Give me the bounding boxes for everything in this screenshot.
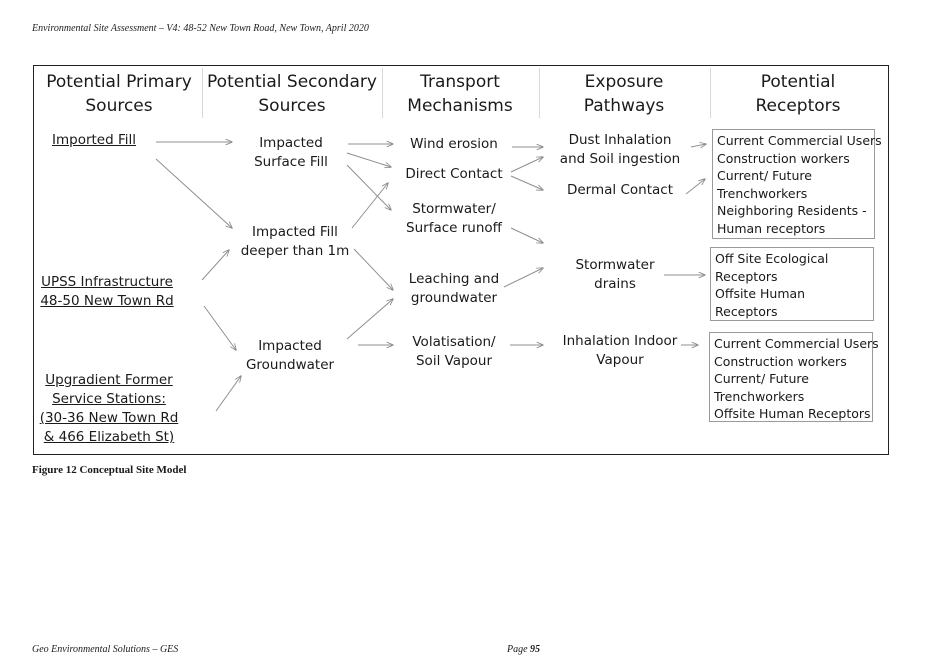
pathway-stormwater-drains xyxy=(550,256,680,294)
page-label: Page xyxy=(507,644,528,655)
node-line: Volatisation/ xyxy=(412,334,496,350)
footer-company: Geo Environmental Solutions – GES xyxy=(32,644,179,655)
node-line: Impacted Fill xyxy=(252,224,338,240)
receptor-line: Current/ Future xyxy=(714,371,809,387)
column-header-line: Potential Secondary xyxy=(207,72,377,92)
column-header-line: Potential xyxy=(760,72,836,92)
receptor-line: Construction workers xyxy=(717,150,850,166)
node-line: Vapour xyxy=(596,352,644,368)
primary-source-upss-infrastructure xyxy=(36,273,178,311)
receptor-line: Construction workers xyxy=(714,353,847,369)
node-line: Surface Fill xyxy=(254,154,328,170)
node-line: deeper than 1m xyxy=(240,243,350,259)
column-header-line: Transport xyxy=(420,72,500,92)
transport-leaching-groundwater xyxy=(394,270,514,308)
column-header-receptors xyxy=(710,70,886,120)
node-line: Service Stations: xyxy=(52,391,166,407)
column-header-line: Sources xyxy=(258,96,326,116)
node-line: Dermal Contact xyxy=(566,182,673,198)
node-line: Impacted xyxy=(259,135,323,151)
node-line: Impacted xyxy=(258,338,322,354)
column-header-line: Receptors xyxy=(755,96,841,116)
secondary-source-impacted-groundwater xyxy=(234,337,346,375)
node-line: Imported Fill xyxy=(52,132,137,148)
node-line: Wind erosion xyxy=(410,136,498,152)
node-line: Leaching and xyxy=(408,271,500,287)
page-header: Environmental Site Assessment – V4: 48-52 New Town Road, New Town, April 2020 xyxy=(32,23,369,34)
receptor-box-offsite-ecological xyxy=(710,247,874,321)
receptor-line: Trenchworkers xyxy=(714,388,805,404)
node-line: 48-50 New Town Rd xyxy=(40,293,174,309)
column-header-line: Pathways xyxy=(583,96,665,116)
footer-page-number xyxy=(507,644,540,655)
transport-wind-erosion xyxy=(398,135,510,154)
node-line: UPSS Infrastructure xyxy=(41,274,173,290)
node-line: & 466 Elizabeth St) xyxy=(43,429,175,445)
column-header-secondary-sources xyxy=(202,70,382,120)
receptor-box-site-users xyxy=(712,129,882,239)
column-header-line: Sources xyxy=(85,96,153,116)
primary-source-former-service-stations xyxy=(34,371,184,447)
column-header-transport xyxy=(382,70,538,120)
pathway-dermal-contact xyxy=(550,181,690,200)
primary-source-imported-fill xyxy=(52,131,136,150)
receptor-line: Receptors xyxy=(715,303,778,319)
transport-volatisation-soil-vapour xyxy=(398,333,510,371)
node-line: Dust Inhalation xyxy=(568,132,672,148)
node-line: (30-36 New Town Rd xyxy=(39,410,179,426)
transport-direct-contact xyxy=(398,165,510,184)
receptor-box-vapour-receptors xyxy=(709,332,879,422)
receptor-line: Off Site Ecological xyxy=(715,251,829,266)
node-line: groundwater xyxy=(410,290,498,306)
receptor-line: Neighboring Residents - xyxy=(717,203,867,219)
receptor-line: Trenchworkers xyxy=(717,185,808,201)
node-line: and Soil ingestion xyxy=(559,151,681,167)
node-line: Inhalation Indoor xyxy=(562,333,678,349)
node-line: Direct Contact xyxy=(405,166,503,182)
node-line: Soil Vapour xyxy=(415,353,493,369)
secondary-source-impacted-fill-deep xyxy=(232,223,358,261)
column-header-primary-sources xyxy=(36,70,202,120)
transport-stormwater-runoff xyxy=(394,200,514,238)
node-line: Stormwater xyxy=(575,257,655,273)
column-header-line: Mechanisms xyxy=(407,96,513,116)
page-number: 95 xyxy=(530,644,541,655)
receptor-line: Offsite Human Receptors xyxy=(714,406,871,422)
secondary-source-impacted-surface-fill xyxy=(236,134,346,172)
receptor-line: Current/ Future xyxy=(717,168,812,184)
column-header-line: Exposure xyxy=(584,72,664,92)
receptor-line: Current Commercial Users xyxy=(714,336,879,351)
node-line: drains xyxy=(594,276,636,292)
receptor-line: Offsite Human xyxy=(715,286,806,302)
figure-caption: Figure 12 Conceptual Site Model xyxy=(32,464,187,476)
receptor-line: Human receptors xyxy=(717,220,826,236)
pathway-dust-inhalation-soil-ingestion xyxy=(550,131,690,169)
node-line: Upgradient Former xyxy=(45,372,173,388)
node-line: Surface runoff xyxy=(406,220,502,236)
column-header-line: Potential Primary xyxy=(46,72,192,92)
node-line: Stormwater/ xyxy=(412,201,496,217)
receptor-line: Current Commercial Users xyxy=(717,133,882,148)
receptor-line: Receptors xyxy=(715,268,778,284)
node-line: Groundwater xyxy=(245,357,335,373)
pathway-inhalation-indoor-vapour xyxy=(550,332,690,370)
column-header-pathways xyxy=(539,70,709,120)
